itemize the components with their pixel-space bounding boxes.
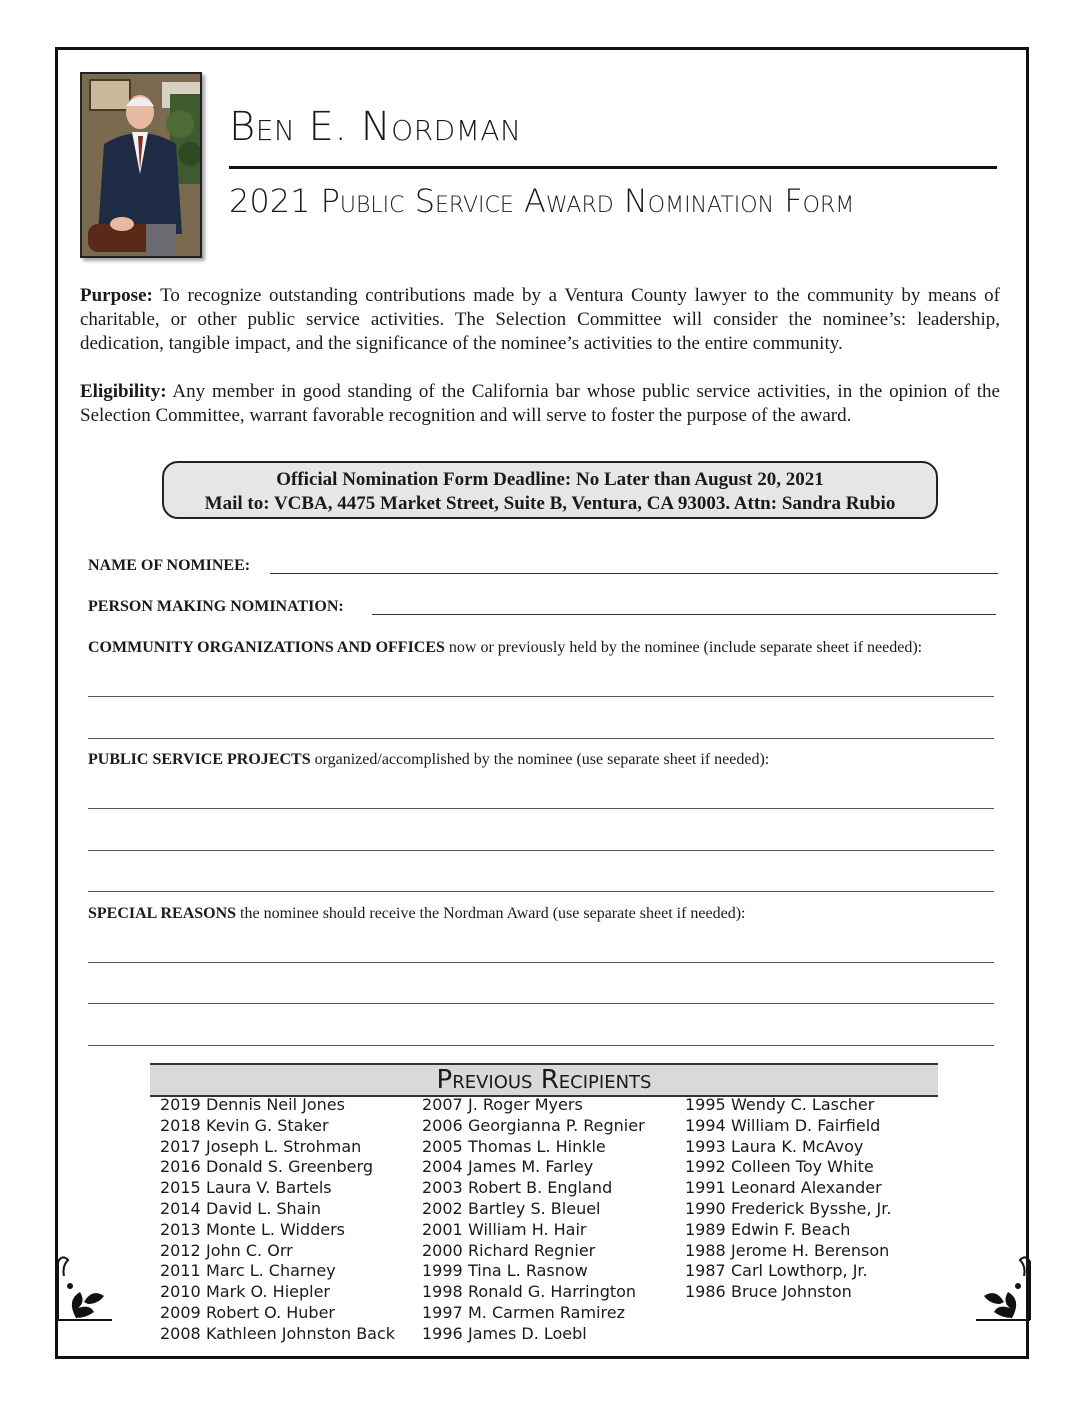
orgs-prompt-text: now or previously held by the nominee (include separate sheet if needed): [444,639,923,656]
orgs-prompt-label: COMMUNITY ORGANIZATIONS AND OFFICES [88,639,445,656]
recipient-name: Laura K. McAvoy [731,1136,864,1156]
recipient-year: 2001 [422,1219,463,1239]
recipient-name: William D. Fairfield [731,1115,881,1135]
recipient-row [422,1178,645,1199]
recipient-name: James D. Loebl [468,1323,587,1343]
recipient-row [685,1178,891,1199]
orgs-line-2[interactable] [88,738,994,739]
recipient-name: James M. Farley [468,1157,594,1177]
eligibility-paragraph [80,380,1000,428]
recipient-year: 1993 [685,1136,726,1156]
recipient-year: 2010 [160,1282,201,1302]
deadline-box [162,461,938,519]
recipient-year: 2011 [160,1261,201,1281]
recipient-row [685,1220,891,1241]
nominee-name-label [88,557,250,575]
orgs-line-1[interactable] [88,696,994,697]
recipient-row [685,1241,891,1262]
projects-line-3[interactable] [88,891,994,892]
recipient-row [422,1137,645,1158]
projects-line-1[interactable] [88,808,994,809]
recipient-year: 2002 [422,1198,463,1218]
nominee-name-label-text: NAME OF NOMINEE: [88,557,251,574]
recipient-name: Ronald G. Harrington [468,1282,637,1302]
form-subtitle: 2021 Public Service Award Nomination Form [229,182,855,220]
recipient-name: Bruce Johnston [731,1282,852,1302]
recipient-row [422,1241,645,1262]
nominator-label-text: PERSON MAKING NOMINATION: [88,598,344,615]
recipient-year: 1986 [685,1282,726,1302]
recipient-name: David L. Shain [206,1198,322,1218]
projects-prompt-label: PUBLIC SERVICE PROJECTS [88,751,311,768]
reasons-line-3[interactable] [88,1045,994,1046]
recipient-name: Joseph L. Strohman [206,1136,362,1156]
recipient-name: Bartley S. Bleuel [468,1198,601,1218]
reasons-prompt-label: SPECIAL REASONS [88,905,237,922]
recipient-name: J. Roger Myers [468,1095,583,1114]
orgs-prompt [88,639,922,657]
recipient-row [422,1199,645,1220]
recipient-year: 2000 [422,1240,463,1260]
recipient-row [160,1282,395,1303]
recipient-row [160,1303,395,1324]
recipient-row [685,1261,891,1282]
nominator-field[interactable] [372,614,996,615]
recipient-year: 2012 [160,1240,201,1260]
recipient-year: 2016 [160,1157,201,1177]
recipient-year: 1998 [422,1282,463,1302]
projects-prompt [88,751,769,769]
recipient-row [160,1241,395,1262]
purpose-label: Purpose: [80,285,153,306]
corner-flourish-left-icon [56,1252,116,1322]
recipient-year: 2008 [160,1323,201,1343]
previous-recipients-heading: Previous Recipients [150,1063,938,1097]
recipient-year: 2004 [422,1157,463,1177]
recipient-year: 1989 [685,1219,726,1239]
recipient-name: Frederick Bysshe, Jr. [731,1198,892,1218]
reasons-prompt-text: the nominee should receive the Nordman Award (use separate sheet if needed): [236,905,746,922]
recipient-row [422,1282,645,1303]
recipient-year: 1990 [685,1198,726,1218]
recipient-year: 2007 [422,1095,463,1114]
recipient-name: M. Carmen Ramirez [468,1302,625,1322]
recipient-row [422,1261,645,1282]
reasons-line-1[interactable] [88,962,994,963]
recipient-name: Leonard Alexander [731,1178,882,1198]
recipient-year: 1988 [685,1240,726,1260]
recipient-name: Carl Lowthorp, Jr. [731,1261,868,1281]
recipient-name: Colleen Toy White [731,1157,874,1177]
recipient-row [422,1324,645,1345]
recipient-year: 2018 [160,1115,201,1135]
page-title: Ben E. Nordman [229,104,522,150]
recipient-row [422,1157,645,1178]
nominator-label [88,598,344,616]
recipient-name: Robert O. Huber [206,1302,335,1322]
recipient-name: Dennis Neil Jones [206,1095,345,1114]
recipient-row [160,1324,395,1345]
recipient-name: Robert B. England [468,1178,613,1198]
projects-line-2[interactable] [88,850,994,851]
recipient-name: Richard Regnier [468,1240,596,1260]
recipient-row [685,1282,891,1303]
recipient-name: Kathleen Johnston Back [206,1323,396,1343]
portrait-photo [80,72,202,258]
recipient-row [422,1116,645,1137]
recipient-row [160,1095,395,1116]
eligibility-label: Eligibility: [80,381,167,402]
recipient-year: 1994 [685,1115,726,1135]
nominee-name-field[interactable] [270,573,998,574]
recipient-row [160,1178,395,1199]
recipient-year: 1992 [685,1157,726,1177]
recipient-year: 2014 [160,1198,201,1218]
recipient-name: Georgianna P. Regnier [468,1115,645,1135]
recipient-year: 1996 [422,1323,463,1343]
recipient-year: 2019 [160,1095,201,1114]
projects-prompt-text: organized/accomplished by the nominee (use separate sheet if needed): [310,751,770,768]
recipient-name: Kevin G. Staker [206,1115,329,1135]
recipient-name: Thomas L. Hinkle [468,1136,606,1156]
recipients-column-3 [685,1095,891,1303]
mailing-address-line: Mail to: VCBA, 4475 Market Street, Suite B, Ventura, CA 93003. Attn: Sandra Rubio [204,493,896,514]
reasons-line-2[interactable] [88,1003,994,1004]
title-divider [229,166,997,169]
recipient-year: 1991 [685,1178,726,1198]
recipient-name: Jerome H. Berenson [731,1240,890,1260]
recipient-row [160,1261,395,1282]
recipient-name: William H. Hair [468,1219,587,1239]
recipient-name: Monte L. Widders [206,1219,346,1239]
corner-flourish-right-icon [972,1252,1032,1322]
recipient-row [685,1116,891,1137]
recipient-row [685,1137,891,1158]
eligibility-text: Any member in good standing of the California bar whose public service activities, in the opinion of the Selection Committee, warrant favorable recognition and will serve to foster the purpose of the award. [80,381,1000,426]
recipient-name: Donald S. Greenberg [206,1157,373,1177]
recipient-year: 2013 [160,1219,201,1239]
recipients-column-1 [160,1095,395,1345]
recipient-year: 1999 [422,1261,463,1281]
recipient-row [422,1095,645,1116]
recipients-column-2 [422,1095,645,1345]
recipient-year: 2006 [422,1115,463,1135]
recipient-row [160,1116,395,1137]
recipient-name: Wendy C. Lascher [731,1095,875,1114]
recipient-year: 1997 [422,1302,463,1322]
recipient-row [685,1199,891,1220]
purpose-paragraph [80,284,1000,356]
recipient-year: 2017 [160,1136,201,1156]
recipient-row [160,1157,395,1178]
recipient-year: 1987 [685,1261,726,1281]
recipient-row [422,1220,645,1241]
recipient-row [160,1199,395,1220]
reasons-prompt [88,905,746,923]
recipient-row [685,1095,891,1116]
recipient-row [160,1220,395,1241]
recipient-name: Marc L. Charney [206,1261,336,1281]
recipient-name: Tina L. Rasnow [468,1261,588,1281]
recipient-year: 2005 [422,1136,463,1156]
recipient-year: 2009 [160,1302,201,1322]
recipient-name: Edwin F. Beach [731,1219,851,1239]
recipient-name: Laura V. Bartels [206,1178,332,1198]
recipient-name: Mark O. Hiepler [206,1282,330,1302]
recipient-row [685,1157,891,1178]
recipient-year: 2003 [422,1178,463,1198]
recipient-year: 1995 [685,1095,726,1114]
deadline-line: Official Nomination Form Deadline: No Later than August 20, 2021 [276,469,824,490]
recipient-year: 2015 [160,1178,201,1198]
purpose-text: To recognize outstanding contributions made by a Ventura County lawyer to the community by means of charitable, or other public service activities. The Selection Committee will consider the nominee’s: leadership, dedication, tangible impact, and the significance of the nominee’s activities to the entire community. [80,285,1000,354]
recipient-row [422,1303,645,1324]
recipient-name: John C. Orr [206,1240,293,1260]
recipient-row [160,1137,395,1158]
